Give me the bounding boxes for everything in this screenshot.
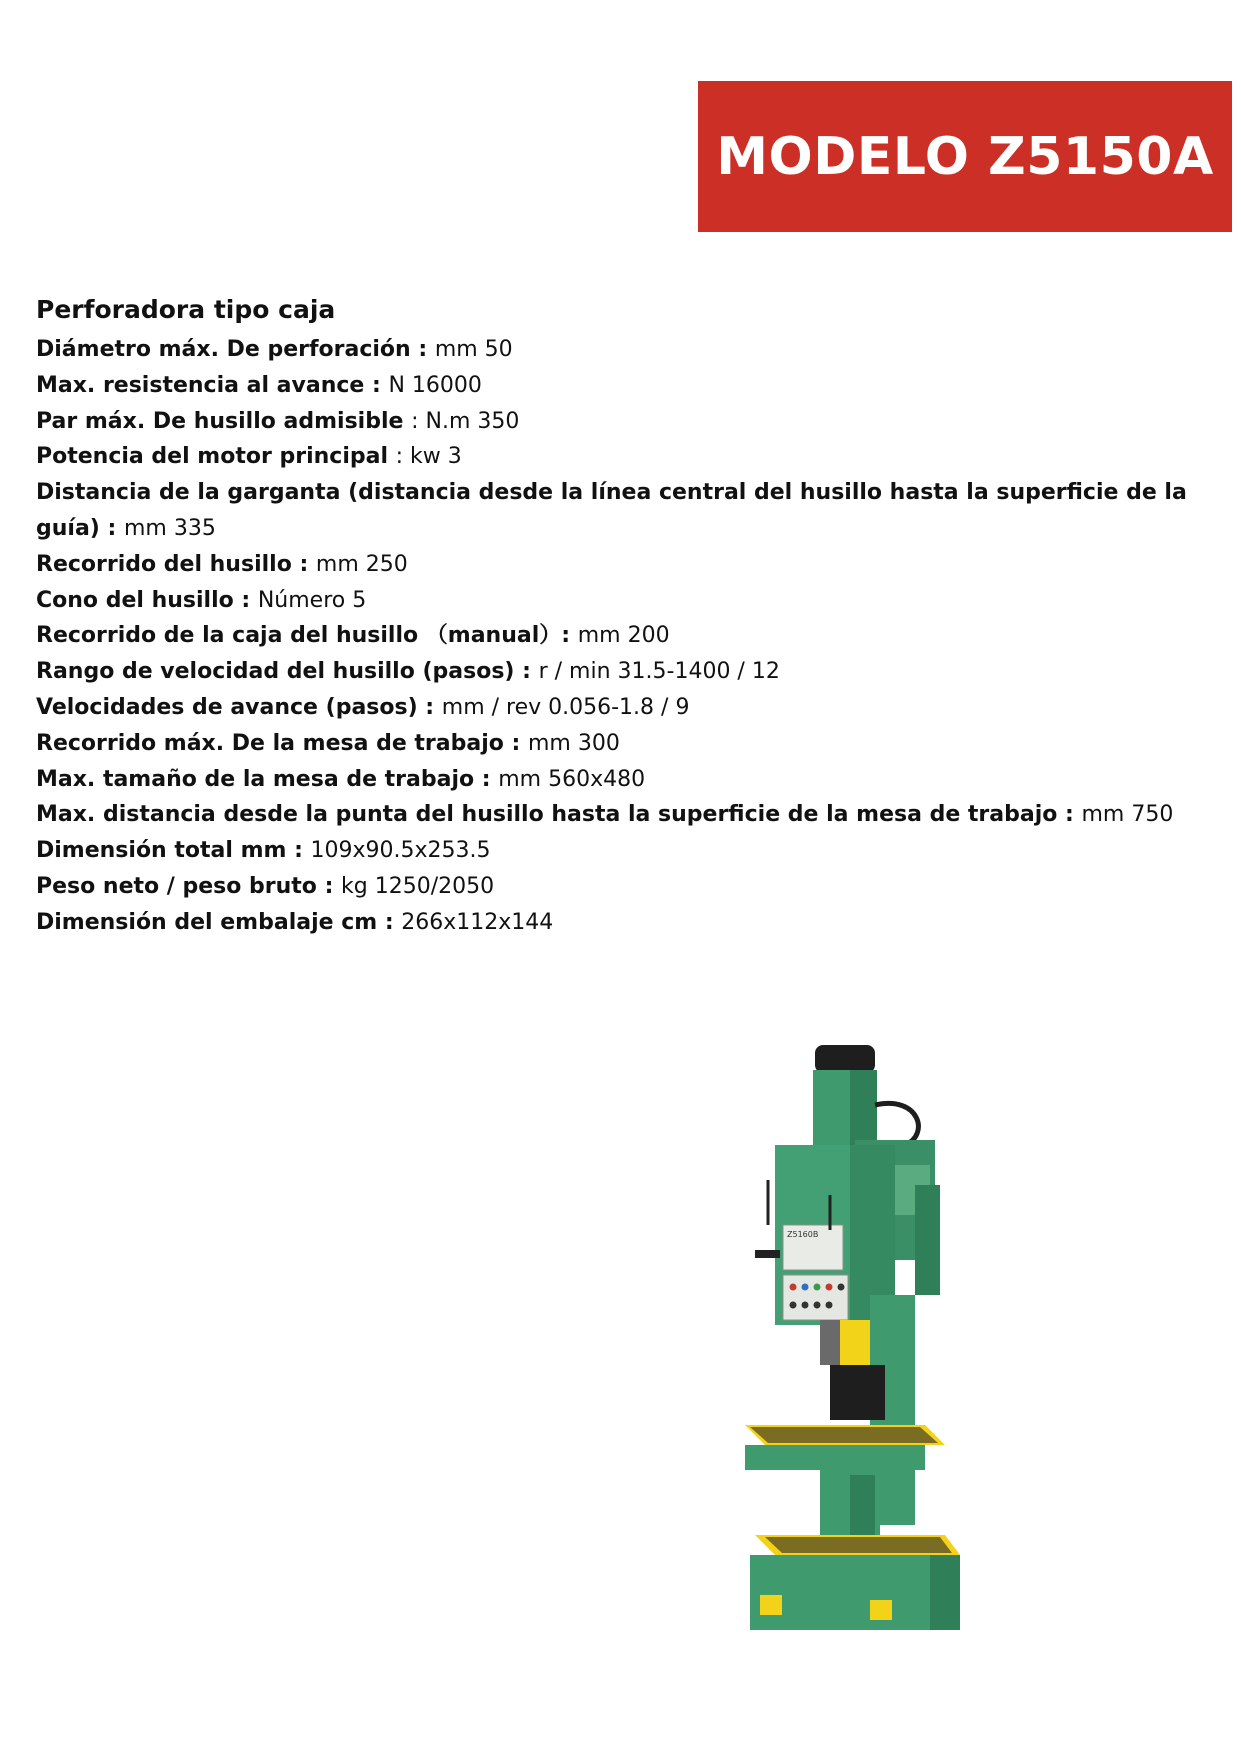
spec-value: mm 250 [315, 551, 408, 577]
spec-value: mm 50 [434, 337, 513, 362]
spec-label: Velocidades de avance (pasos) : [36, 694, 442, 720]
drill-press-image [690, 1045, 990, 1675]
spec-value: 109x90.5x253.5 [310, 838, 491, 864]
spec-max-drilling-diameter [36, 332, 1236, 368]
spec-label: Dimensión del embalaje cm : [36, 909, 402, 935]
spec-value: mm / rev 0.056-1.8 / 9 [441, 694, 690, 720]
spec-label: Recorrido máx. De la mesa de trabajo : [36, 730, 528, 756]
spec-value: 266x112x144 [401, 909, 554, 935]
spec-label: Rango de velocidad del husillo (pasos) : [36, 659, 539, 685]
spec-max-spindle-to-table [36, 797, 1236, 833]
spec-label: Dimensión total mm : [36, 838, 311, 864]
spec-label: Par máx. De husillo admisible [36, 408, 412, 434]
spec-list [36, 332, 1236, 941]
spec-max-table-size [36, 762, 1236, 798]
spec-label: Distancia de la garganta (distancia desde la línea central del husillo hasta la superficie de la guía) : [36, 480, 1187, 541]
spec-max-feed-resistance [36, 368, 1236, 404]
spec-max-spindle-torque [36, 404, 1236, 440]
spec-value: : N.m 350 [411, 408, 520, 434]
drill-press-illustration [690, 1045, 990, 1675]
spec-value: Número 5 [257, 587, 367, 613]
spec-spindle-taper [36, 583, 1236, 619]
spec-label: Potencia del motor principal [36, 444, 396, 470]
spec-label: Peso neto / peso bruto : [36, 873, 342, 899]
spec-spindle-box-travel [36, 618, 1236, 654]
spec-spindle-speed-range [36, 654, 1236, 690]
spec-label: Max. tamaño de la mesa de trabajo : [36, 766, 499, 792]
spec-label: Recorrido de la caja del husillo （manual）: [36, 623, 578, 649]
spec-value: : kw 3 [395, 444, 462, 470]
spec-heading: Perforadora tipo caja [36, 295, 336, 324]
spec-spindle-travel [36, 547, 1236, 583]
spec-value: N 16000 [388, 372, 482, 398]
spec-packing-dimension [36, 905, 1236, 941]
spec-max-table-travel [36, 726, 1236, 762]
spec-label: Diámetro máx. De perforación : [36, 337, 435, 362]
spec-feed-rates [36, 690, 1236, 726]
spec-label: Max. distancia desde la punta del husillo hasta la superficie de la mesa de trabajo : [36, 802, 1082, 828]
spec-overall-dimension [36, 833, 1236, 869]
spec-weight [36, 869, 1236, 905]
spec-section [36, 288, 1236, 941]
spec-label: Cono del husillo : [36, 587, 258, 613]
spec-value: mm 300 [528, 730, 620, 756]
spec-value: mm 200 [577, 623, 670, 649]
spec-throat-distance [36, 475, 1236, 547]
spec-label: Recorrido del husillo : [36, 551, 316, 577]
machine-panel-label: Z5160B [787, 1230, 819, 1239]
spec-value: r / min 31.5-1400 / 12 [538, 659, 780, 685]
spec-value: kg 1250/2050 [341, 873, 495, 899]
spec-label: Max. resistencia al avance : [36, 372, 389, 398]
spec-value: mm 335 [123, 515, 216, 541]
model-banner [698, 81, 1232, 232]
spec-value: mm 560x480 [498, 766, 646, 792]
spec-value: mm 750 [1081, 802, 1174, 828]
model-title: MODELO Z5150A [716, 126, 1214, 187]
spec-main-motor-power [36, 439, 1236, 475]
